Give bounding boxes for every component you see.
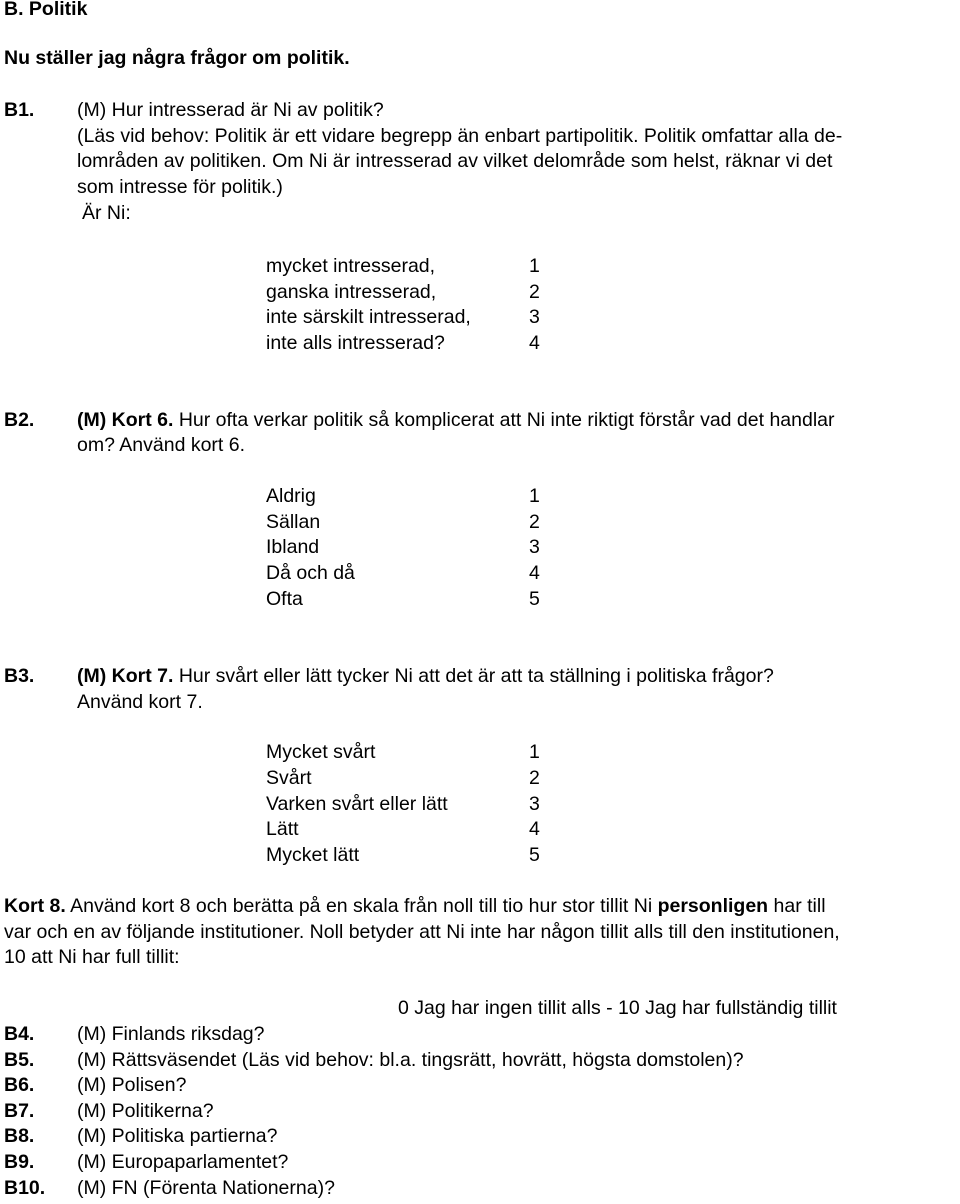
option-label: Sällan [266, 511, 321, 533]
option-code: 5 [529, 844, 540, 866]
card-reference: (M) Kort 7. [77, 665, 174, 687]
option-code: 4 [529, 332, 540, 354]
emphasis-text: personligen [657, 895, 769, 917]
section-title: B. Politik [4, 0, 88, 20]
list-item [0, 1176, 960, 1200]
answer-option [0, 254, 960, 278]
instruction-line: 10 att Ni har full tillit: [4, 946, 180, 968]
list-item [0, 1048, 960, 1072]
question-text: (M) Europaparlamentet? [77, 1151, 289, 1173]
answer-option [0, 331, 960, 355]
question-text: (M) Rättsväsendet (Läs vid behov: bl.a. tingsrätt, hovrätt, högsta domstolen)? [77, 1049, 744, 1071]
option-label: Aldrig [266, 485, 316, 507]
instruction-line: var och en av följande institutioner. Noll betyder att Ni inte har någon tillit alls till den institutionen, [4, 921, 840, 943]
question-text: (M) Finlands riksdag? [77, 1023, 265, 1045]
option-code: 2 [529, 281, 540, 303]
question-number: B6. [4, 1074, 35, 1096]
instruction-text: Använd kort 8 och berätta på en skala från noll till tio hur stor tillit Ni [65, 895, 658, 917]
option-label: Mycket lätt [266, 844, 360, 866]
option-label: inte alls intresserad? [266, 332, 445, 354]
question-number: B8. [4, 1125, 35, 1147]
option-code: 3 [529, 306, 540, 328]
question-body: Hur svårt eller lätt tycker Ni att det är att ta ställning i politiska frågor? [173, 665, 774, 687]
answer-option [0, 792, 960, 816]
question-body: Hur ofta verkar politik så komplicerat att Ni inte riktigt förstår vad det handlar [173, 409, 835, 431]
option-label: inte särskilt intresserad, [266, 306, 471, 328]
option-label: Varken svårt eller lätt [266, 793, 448, 815]
instruction-line [4, 894, 826, 918]
option-label: Mycket svårt [266, 741, 376, 763]
option-code: 1 [529, 741, 540, 763]
option-label: Ibland [266, 536, 320, 558]
question-note: (Läs vid behov: Politik är ett vidare begrepp än enbart partipolitik. Politik omfattar alla de- [77, 125, 843, 147]
option-label: Lätt [266, 818, 299, 840]
question-number: B9. [4, 1151, 35, 1173]
question-text: (M) FN (Förenta Nationerna)? [77, 1177, 335, 1199]
question-note: lområden av politiken. Om Ni är intresserad av vilket delområde som helst, räknar vi det [77, 150, 833, 172]
option-code: 3 [529, 793, 540, 815]
intro-text: Nu ställer jag några frågor om politik. [4, 47, 350, 69]
instruction-text: har till [768, 895, 826, 917]
question-number: B1. [4, 99, 35, 121]
answer-option [0, 587, 960, 611]
question-note: som intresse för politik.) [77, 176, 283, 198]
answer-option [0, 843, 960, 867]
question-text [77, 664, 774, 688]
question-text: (M) Politiska partierna? [77, 1125, 278, 1147]
answer-option [0, 280, 960, 304]
option-label: Svårt [266, 767, 312, 789]
list-item [0, 1073, 960, 1097]
question-text [77, 408, 835, 432]
list-item [0, 1124, 960, 1148]
question-text: (M) Politikerna? [77, 1100, 214, 1122]
card-reference: (M) Kort 6. [77, 409, 174, 431]
option-code: 2 [529, 767, 540, 789]
list-item [0, 1099, 960, 1123]
option-code: 2 [529, 511, 540, 533]
question-number: B3. [4, 665, 35, 687]
answer-option [0, 817, 960, 841]
scale-legend: 0 Jag har ingen tillit alls - 10 Jag har fullständig tillit [398, 997, 837, 1019]
question-text-cont: om? Använd kort 6. [77, 434, 246, 456]
answer-option [0, 510, 960, 534]
question-text: (M) Polisen? [77, 1074, 187, 1096]
answer-option [0, 535, 960, 559]
option-code: 3 [529, 536, 540, 558]
option-label: Då och då [266, 562, 355, 584]
question-number: B10. [4, 1177, 46, 1199]
question-prompt: Är Ni: [82, 202, 131, 224]
question-number: B5. [4, 1049, 35, 1071]
answer-option [0, 305, 960, 329]
option-label: ganska intresserad, [266, 281, 437, 303]
card-reference: Kort 8. [4, 895, 66, 917]
option-label: mycket intresserad, [266, 255, 436, 277]
option-code: 5 [529, 588, 540, 610]
answer-option [0, 561, 960, 585]
option-code: 1 [529, 255, 540, 277]
question-number: B2. [4, 409, 35, 431]
question-text: (M) Hur intresserad är Ni av politik? [77, 99, 384, 121]
option-code: 1 [529, 485, 540, 507]
list-item [0, 1150, 960, 1174]
question-number: B7. [4, 1100, 35, 1122]
option-code: 4 [529, 818, 540, 840]
answer-option [0, 740, 960, 764]
option-code: 4 [529, 562, 540, 584]
answer-option [0, 766, 960, 790]
list-item [0, 1022, 960, 1046]
question-number: B4. [4, 1023, 35, 1045]
option-label: Ofta [266, 588, 303, 610]
question-text-cont: Använd kort 7. [77, 691, 203, 713]
answer-option [0, 484, 960, 508]
